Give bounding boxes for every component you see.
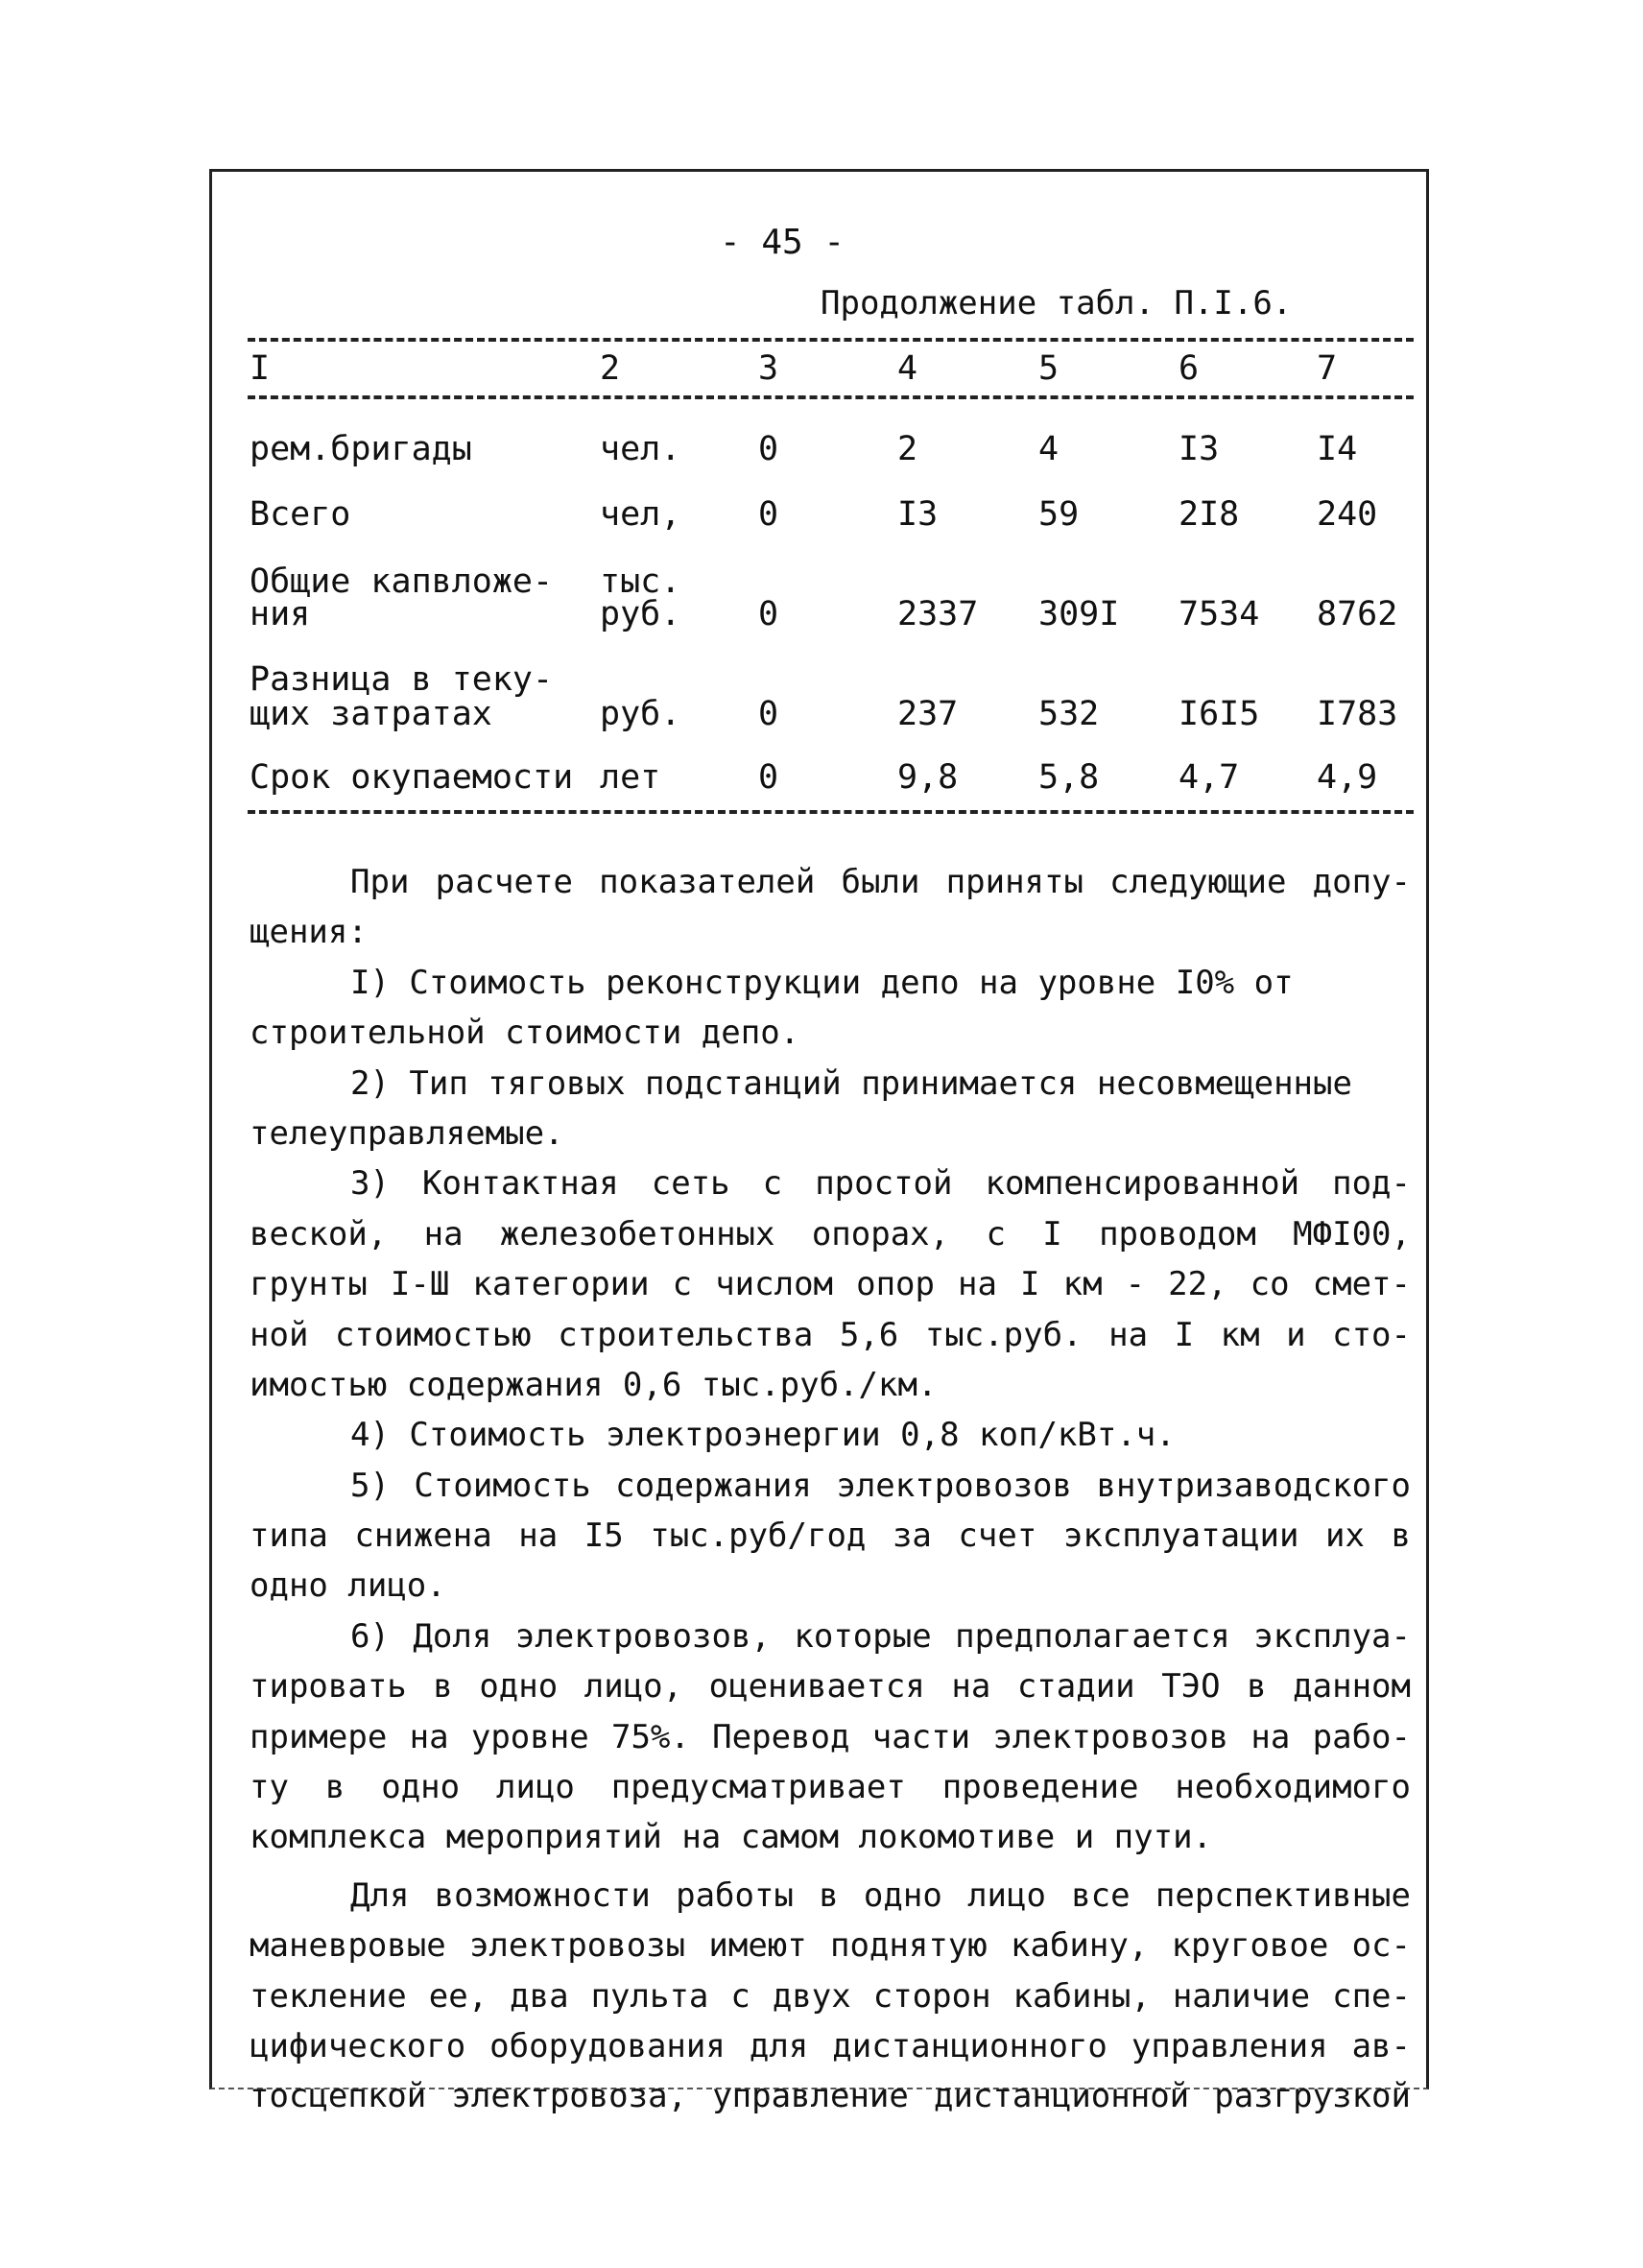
- row-label: Всего: [250, 495, 351, 534]
- column-header: 3: [758, 349, 779, 388]
- text-line: маневровые электровозы имеют поднятую кабину, круговое ос-: [250, 1926, 1411, 1966]
- row-unit: руб.: [600, 695, 681, 733]
- row-label: рем.бригады: [250, 430, 472, 468]
- text-line: телеуправляемые.: [250, 1113, 564, 1153]
- row-unit: тыс.: [600, 562, 681, 601]
- row-label: Срок окупаемости: [250, 758, 574, 797]
- text-line: тировать в одно лицо, оценивается на стадии ТЭО в данном: [250, 1667, 1411, 1707]
- table-cell: I783: [1317, 695, 1398, 733]
- table-cell: 2337: [897, 595, 979, 633]
- text-line: одно лицо.: [250, 1566, 446, 1606]
- column-header: 5: [1038, 349, 1060, 388]
- column-header: I: [250, 349, 271, 388]
- text-line: комплекса мероприятий на самом локомотиве и пути.: [250, 1818, 1213, 1857]
- table-cell: I4: [1317, 430, 1358, 468]
- table-cell: 5,8: [1038, 758, 1100, 797]
- column-header: 6: [1179, 349, 1200, 388]
- text-line: При расчете показателей были приняты следующие допу-: [350, 863, 1411, 901]
- text-line: имостью содержания 0,6 тыс.руб./км.: [250, 1365, 938, 1404]
- row-label: ния: [250, 595, 311, 633]
- table-cell: 8762: [1317, 595, 1398, 633]
- table-bottom-rule: [248, 810, 1414, 814]
- text-line: ной стоимостью строительства 5,6 тыс.руб. на I км и сто-: [250, 1315, 1411, 1354]
- table-cell: 7534: [1179, 595, 1260, 633]
- text-line: 5) Стоимость содержания электровозов внутризаводского: [350, 1466, 1411, 1505]
- row-unit: руб.: [600, 595, 681, 633]
- page-number: - 45 -: [720, 223, 845, 262]
- text-line: цифического оборудования для дистанционного управления ав-: [250, 2026, 1411, 2065]
- text-line: примере на уровне 75%. Перевод части электровозов на рабо-: [250, 1717, 1411, 1756]
- row-unit: чел,: [600, 495, 681, 534]
- text-line: 6) Доля электровозов, которые предполагается эксплуа-: [350, 1616, 1411, 1656]
- text-line: текление ее, два пульта с двух сторон кабины, наличие спе-: [250, 1976, 1411, 2016]
- text-line: ту в одно лицо предусматривает проведение необходимого: [250, 1768, 1411, 1807]
- table-top-rule: [248, 338, 1414, 342]
- row-label: щих затратах: [250, 695, 492, 733]
- text-line: 4) Стоимость электроэнергии 0,8 коп/кВт.ч.: [350, 1416, 1176, 1455]
- table-cell: 0: [758, 430, 779, 468]
- row-label: Разница в теку-: [250, 660, 554, 699]
- table-cell: 0: [758, 758, 779, 797]
- table-cell: 4,7: [1179, 758, 1240, 797]
- text-line: 2) Тип тяговых подстанций принимается несовмещенные: [350, 1063, 1352, 1103]
- column-header: 2: [600, 349, 621, 388]
- table-cell: I3: [897, 495, 939, 534]
- text-line: веской, на железобетонных опорах, с I проводом МФI00,: [250, 1214, 1411, 1253]
- text-line: грунты I-Ш категории с числом опор на I км - 22, со смет-: [250, 1265, 1411, 1304]
- table-cell: 0: [758, 495, 779, 534]
- body-text: [250, 857, 1411, 2122]
- row-unit: лет: [600, 758, 661, 797]
- column-header: 7: [1317, 349, 1338, 388]
- table-continuation-caption: Продолжение табл. П.I.6.: [821, 284, 1293, 322]
- table-cell: 532: [1038, 695, 1100, 733]
- text-line: Для возможности работы в одно лицо все перспективные: [350, 1875, 1411, 1915]
- table-cell: 4: [1038, 430, 1060, 468]
- table-cell: 59: [1038, 495, 1080, 534]
- column-header: 4: [897, 349, 918, 388]
- table-cell: 4,9: [1317, 758, 1378, 797]
- text-line: I) Стоимость реконструкции депо на уровне I0% от: [350, 963, 1294, 1002]
- table-cell: 0: [758, 595, 779, 633]
- text-line: 3) Контактная сеть с простой компенсированной под-: [350, 1164, 1411, 1204]
- table-cell: 0: [758, 695, 779, 733]
- table-cell: 309I: [1038, 595, 1120, 633]
- text-line: тосцепкой электровоза, управление дистанционной разгрузкой: [250, 2077, 1411, 2116]
- text-line: щения:: [250, 913, 368, 952]
- row-unit: чел.: [600, 430, 681, 468]
- table-cell: 237: [897, 695, 959, 733]
- table-cell: 240: [1317, 495, 1378, 534]
- table-cell: 2: [897, 430, 918, 468]
- text-line: типа снижена на I5 тыс.руб/год за счет эксплуатации их в: [250, 1516, 1411, 1556]
- table-cell: I3: [1179, 430, 1220, 468]
- text-line: строительной стоимости депо.: [250, 1014, 800, 1053]
- table-cell: 9,8: [897, 758, 959, 797]
- table-cell: 2I8: [1179, 495, 1240, 534]
- row-label: Общие капвложе-: [250, 562, 554, 601]
- table-header-rule: [248, 395, 1414, 399]
- table-cell: I6I5: [1179, 695, 1260, 733]
